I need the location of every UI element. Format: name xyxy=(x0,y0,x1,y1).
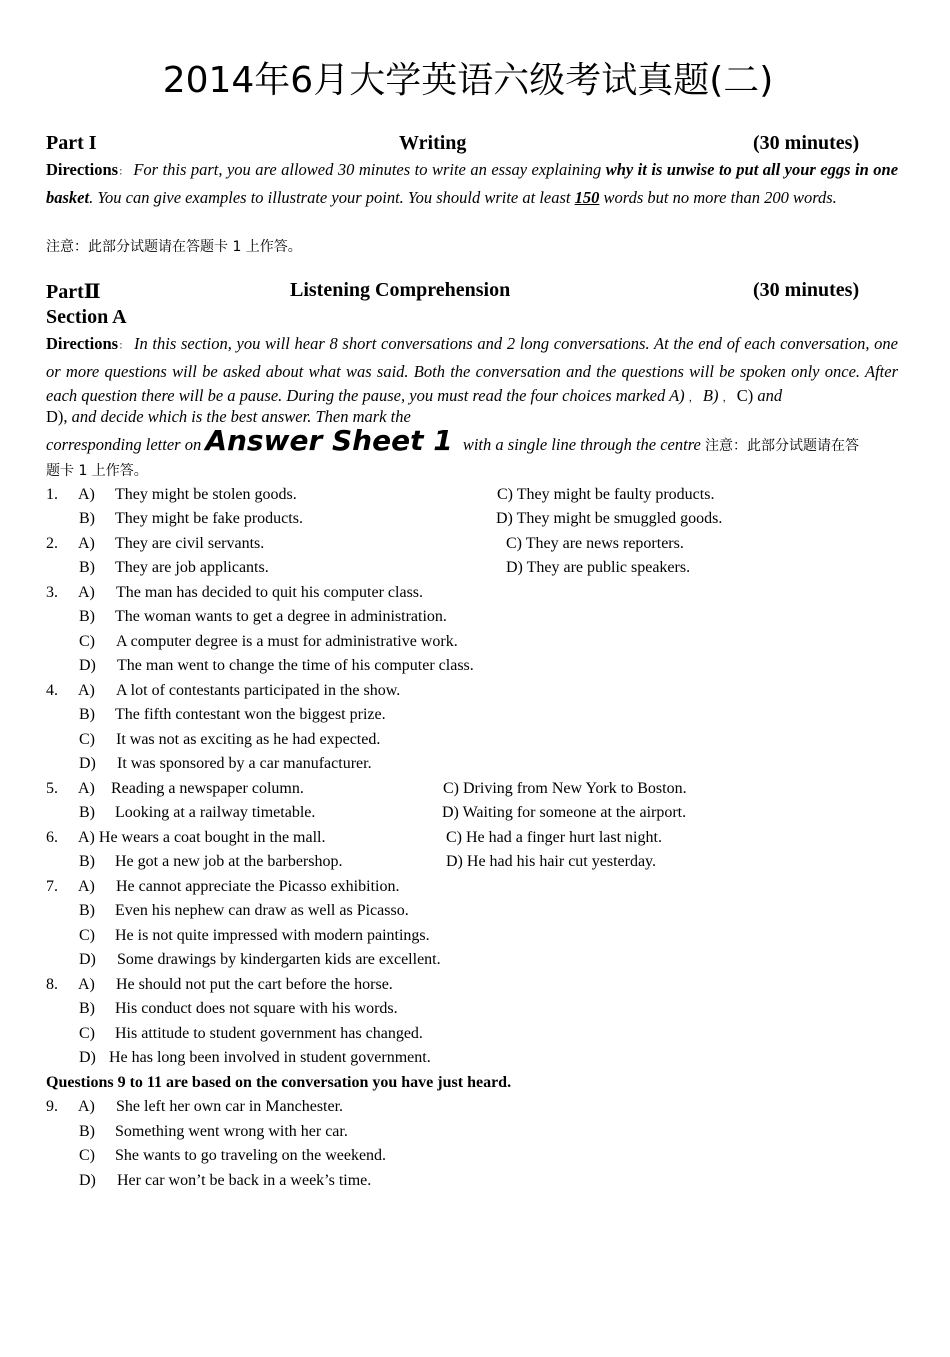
part1-label: Part I xyxy=(46,132,97,154)
option-text: It was sponsored by a car manufacturer. xyxy=(117,755,372,772)
option-label: C) xyxy=(79,927,95,944)
option-text: He cannot appreciate the Picasso exhibition. xyxy=(116,878,400,895)
option-label: C) xyxy=(79,633,95,650)
page-title: 2014年6月大学英语六级考试真题(二) xyxy=(162,60,774,101)
option-label: A) xyxy=(78,682,95,699)
option-label: B) xyxy=(79,804,95,821)
option-text: It was not as exciting as he had expected. xyxy=(116,731,381,748)
directions-label: Directions xyxy=(46,334,119,353)
question-7-num: 7. xyxy=(46,878,58,895)
option-label: D) xyxy=(79,755,96,772)
question-4-num: 4. xyxy=(46,682,58,699)
question-8-num: 8. xyxy=(46,976,58,993)
option-text: Even his nephew can draw as well as Picasso. xyxy=(115,902,409,919)
part2-directions-line4: D), and decide which is the best answer. Then mark the xyxy=(46,407,411,426)
part2-note-cont: 题卡 1 上作答。 xyxy=(46,463,148,479)
question-5-num: 5. xyxy=(46,780,58,797)
option-text: They are job applicants. xyxy=(115,559,269,576)
option-text: D) He had his hair cut yesterday. xyxy=(446,853,656,870)
option-text: C) Driving from New York to Boston. xyxy=(443,780,687,797)
option-text: He should not put the cart before the horse. xyxy=(116,976,393,993)
essay-topic: why it is unwise to put all your eggs in one basket xyxy=(46,160,899,207)
option-label: C) xyxy=(79,1025,95,1042)
part2-directions: Directions： In this section, you will hear 8 short conversations and 2 long conversations. At the end of each conversation, one or more questions will be asked about what was said. Both the conversation and the questions will be spoken only once. After each question there will be a pause. During the pause, you must read the four choices marked A) ， B) ， C) and xyxy=(46,334,898,405)
option-text: C) They are news reporters. xyxy=(506,535,684,552)
part1-time: (30 minutes) xyxy=(753,132,860,154)
part2-directions-line5: corresponding letter on Answer Sheet 1 with a single line through the centre 注意：此部分试题请在答 xyxy=(46,424,859,457)
option-text: C) They might be faulty products. xyxy=(497,486,715,503)
option-text: The man has decided to quit his computer class. xyxy=(116,584,424,601)
option-text: Some drawings by kindergarten kids are excellent. xyxy=(117,951,441,968)
option-label: B) xyxy=(79,559,95,576)
part2-note: 注意：此部分试题请在答 xyxy=(704,438,859,454)
option-label: B) xyxy=(79,853,95,870)
directions-label: Directions xyxy=(46,160,119,179)
option-text: A) He wears a coat bought in the mall. xyxy=(78,829,326,846)
option-label: C) xyxy=(79,1147,95,1164)
part1-note: 注意：此部分试题请在答题卡 1 上作答。 xyxy=(46,239,302,255)
option-text: His conduct does not square with his words. xyxy=(115,1000,398,1017)
question-3-num: 3. xyxy=(46,584,58,601)
option-label: A) xyxy=(78,976,95,993)
option-text: She wants to go traveling on the weekend. xyxy=(115,1147,387,1164)
option-text: The fifth contestant won the biggest prize. xyxy=(115,706,386,723)
option-label: A) xyxy=(78,535,95,552)
option-text: D) Waiting for someone at the airport. xyxy=(442,804,687,821)
question-1-num: 1. xyxy=(46,486,58,503)
min-word-count: 150 xyxy=(574,187,600,207)
option-text: A lot of contestants participated in the show. xyxy=(116,682,401,699)
option-text: He is not quite impressed with modern paintings. xyxy=(115,927,430,944)
option-text: C) He had a finger hurt last night. xyxy=(446,829,662,846)
option-text: Looking at a railway timetable. xyxy=(115,804,316,821)
option-text: A computer degree is a must for administrative work. xyxy=(116,633,458,650)
part2-name: Listening Comprehension xyxy=(290,279,511,301)
option-text: They might be fake products. xyxy=(115,510,303,527)
question-6-num: 6. xyxy=(46,829,58,846)
option-text: Something went wrong with her car. xyxy=(115,1123,348,1140)
option-label: B) xyxy=(79,1000,95,1017)
option-text: D) They might be smuggled goods. xyxy=(496,510,723,527)
option-label: D) xyxy=(79,951,96,968)
option-label: D) xyxy=(79,657,96,674)
option-text: He got a new job at the barbershop. xyxy=(115,853,343,870)
option-label: D) xyxy=(79,1049,96,1066)
option-text: D) They are public speakers. xyxy=(506,559,691,576)
option-label: A) xyxy=(78,584,95,601)
option-text: The woman wants to get a degree in administration. xyxy=(115,608,447,625)
part1-name: Writing xyxy=(399,132,467,154)
option-text: His attitude to student government has changed. xyxy=(115,1025,423,1042)
option-label: A) xyxy=(78,1098,95,1115)
option-text: They are civil servants. xyxy=(115,535,265,552)
part1-directions: Directions： For this part, you are allowed 30 minutes to write an essay explaining why it is unwise to put all your eggs in one basket. You can give examples to illustrate your point. You should write at least 150 words but no more than 200 words. xyxy=(46,160,899,207)
option-label: B) xyxy=(79,902,95,919)
option-text: Reading a newspaper column. xyxy=(111,780,304,797)
option-label: A) xyxy=(78,486,95,503)
option-label: C) xyxy=(79,731,95,748)
question-9-num: 9. xyxy=(46,1098,58,1115)
part2-time: (30 minutes) xyxy=(753,279,860,301)
option-label: A) xyxy=(78,878,95,895)
option-label: B) xyxy=(79,706,95,723)
option-label: B) xyxy=(79,608,95,625)
option-text: He has long been involved in student government. xyxy=(109,1049,431,1066)
question-group-note: Questions 9 to 11 are based on the conversation you have just heard. xyxy=(46,1074,512,1091)
question-2-num: 2. xyxy=(46,535,58,552)
part2-label: PartⅡ xyxy=(46,281,101,303)
option-label: A) xyxy=(78,780,95,797)
answer-sheet-label: Answer Sheet 1 xyxy=(205,424,453,457)
option-label: B) xyxy=(79,510,95,527)
option-text: Her car won’t be back in a week’s time. xyxy=(117,1172,372,1189)
option-label: D) xyxy=(79,1172,96,1189)
section-a-heading: Section A xyxy=(46,306,127,328)
option-text: The man went to change the time of his computer class. xyxy=(117,657,474,674)
option-text: They might be stolen goods. xyxy=(115,486,297,503)
option-label: B) xyxy=(79,1123,95,1140)
option-text: She left her own car in Manchester. xyxy=(116,1098,344,1115)
